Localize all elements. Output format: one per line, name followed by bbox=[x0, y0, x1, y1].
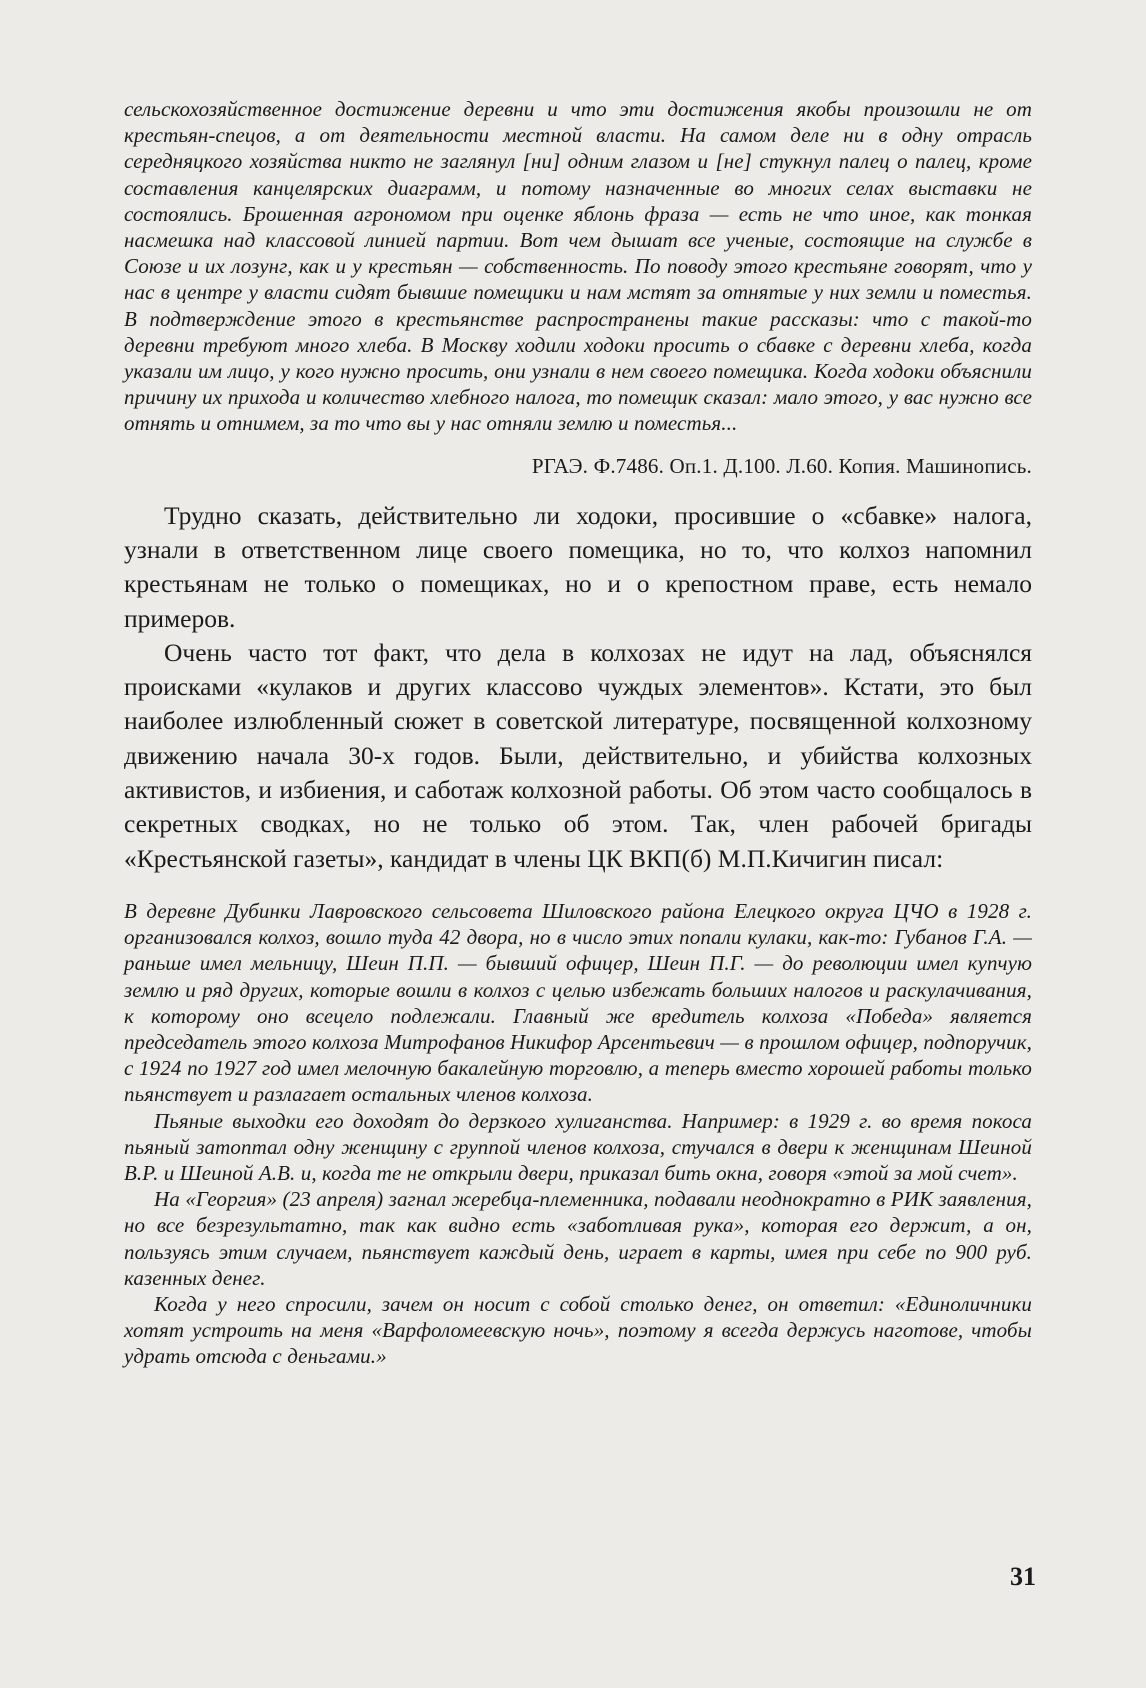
archival-quote-1 bbox=[124, 96, 1032, 437]
quote-1-text: сельскохозяйственное достижение деревни и что эти достижения якобы произошли не от крестьян-спецов, а от деятельности местной власти. На самом деле ни в одну отрасль середняцкого хозяйства никто не заглянул [ни] одним глазом и [не] стукнул палец о палец, кроме составления канцелярских диаграмм, и потому назначенные во многих селах выставки не состоялись. Брошенная агрономом при оценке яблонь фраза — есть не что иное, как тонкая насмешка над классовой линией партии. Вот чем дышат все ученые, состоящие на службе в Союзе и их лозунг, как и у крестьян — собственность. По поводу этого крестьяне говорят, что у нас в центре у власти сидят бывшие помещики и нам мстят за отнятые у них земли и поместья. В подтверждение этого в крестьянстве распространены такие рассказы: что с такой-то деревни требуют много хлеба. В Москву ходили ходоки просить о сбавке с деревни хлеба, когда указали им лицо, у кого нужно просить, они узнали в нем своего помещика. Когда ходоки объяснили причину их прихода и количество хлебного налога, то помещик сказал: мало этого, у вас нужно все отнять и отнимем, за то что вы у нас отняли землю и поместья... bbox=[124, 97, 1032, 436]
archival-quote-2 bbox=[124, 898, 1032, 1370]
page-number: 31 bbox=[1010, 1562, 1036, 1591]
body-paragraph-2: Очень часто тот факт, что дела в колхозах не идут на лад, объяснялся происками «кулаков и других классово чуждых элементов». Кстати, это был наиболее излюбленный сюжет в советской литературе, посвященной колхозному движению начала 30-х годов. Были, действительно, и убийства колхозных активистов, и избиения, и саботаж колхозной работы. Об этом часто сообщалось в секретных сводках, но не только об этом. Так, член рабочей бригады «Крестьянской газеты», кандидат в члены ЦК ВКП(б) М.П.Кичигин писал: bbox=[124, 637, 1032, 873]
quote-2-paragraph-1: В деревне Дубинки Лавровского сельсовета Шиловского района Елецкого округа ЦЧО в 1928 г. организовался колхоз, вошло туда 42 двора, но в число этих попали кулаки, как-то: Губанов Г.А. — раньше имел мельницу, Шеин П.П. — бывший офицер, Шеин П.Г. — до революции имел купчую землю и ряд других, которые вошли в колхоз с целью избежать больших налогов и раскулачивания, к которому оно всецело подлежали. Главный же вредитель колхоза «Победа» является председатель этого колхоза Митрофанов Никифор Арсентьевич — в прошлом офицер, подпоручик, с 1924 по 1927 год имел мелочную бакалейную торговлю, а теперь вместо хорошей работы только пьянствует и разлагает остальных членов колхоза. bbox=[124, 898, 1032, 1107]
quote-2-paragraph-2: Пьяные выходки его доходят до дерзкого хулиганства. Например: в 1929 г. во время покоса пьяный затоптал одну женщину с группой членов колхоза, стучался в двери к женщинам Шеиной В.Р. и Шеиной А.В. и, когда те не открыли двери, приказал бить окна, говоря «этой за мой счет». bbox=[124, 1108, 1032, 1185]
body-text-section bbox=[124, 499, 1032, 876]
body-paragraph-1: Трудно сказать, действительно ли ходоки, просившие о «сбавке» налога, узнали в ответственном лице своего помещика, но то, что колхоз напомнил крестьянам не только о помещиках, но и о крепостном праве, есть немало примеров. bbox=[124, 500, 1032, 633]
quote-2-paragraph-4: Когда у него спросили, зачем он носит с собой столько денег, он ответил: «Единоличники хотят устроить на меня «Варфоломеевскую ночь», поэтому я всегда держусь наготове, чтобы удрать отсюда с деньгами.» bbox=[124, 1291, 1032, 1369]
quote-2-paragraph-3: На «Георгия» (23 апреля) загнал жеребца-племенника, подавали неоднократно в РИК заявления, но все безрезультатно, так как видно есть «заботливая рука», которая его держит, а он, пользуясь этим случаем, пьянствует каждый день, играет в карты, имея при себе по 900 руб. казенных денег. bbox=[124, 1187, 1032, 1290]
page-content bbox=[124, 96, 1032, 1370]
archive-source-reference: РГАЭ. Ф.7486. Оп.1. Д.100. Л.60. Копия. Машинопись. bbox=[531, 453, 1032, 478]
